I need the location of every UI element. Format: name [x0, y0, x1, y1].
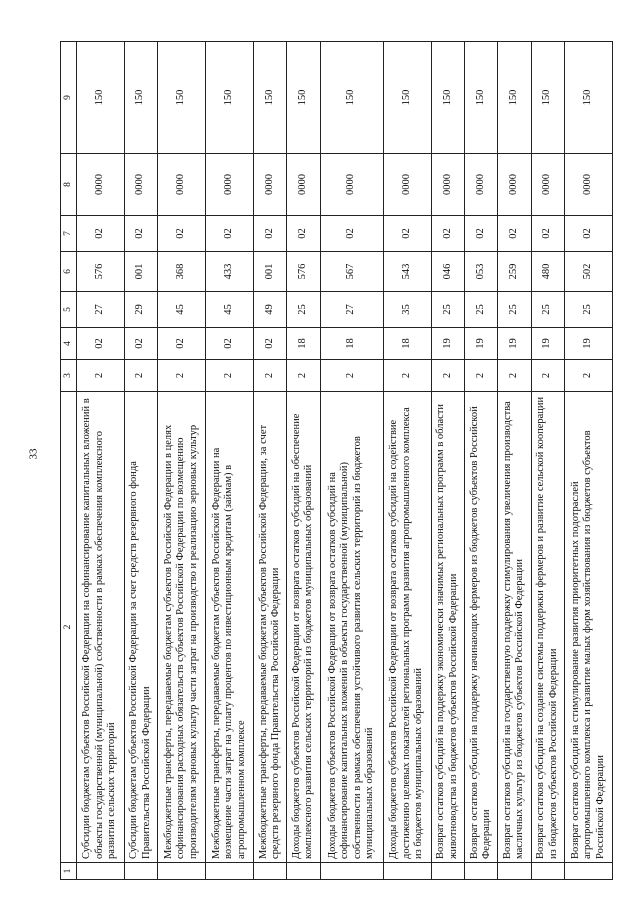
row-code-c3: 2: [76, 360, 124, 392]
row-description: Межбюджетные трансферты, передаваемые бюджетам субъектов Российской Федерации в целях софинансирования расходных обязательств субъектов Российской Федерации по возмещению производителям зерновых культур части затрат на производство и реализацию зерновых культур: [157, 392, 205, 863]
row-code-c8: 0000: [498, 154, 531, 216]
row-description: Межбюджетные трансферты, передаваемые бюджетам субъектов Российской Федерации, за счет средств резервного фонда Правительства Российской Федерации: [254, 392, 287, 863]
row-code-c6: 543: [383, 252, 431, 292]
row-code-c3: 2: [157, 360, 205, 392]
row-code-c3: 2: [287, 360, 320, 392]
row-code-c6: 368: [157, 252, 205, 292]
row-code-c4: 18: [320, 328, 383, 360]
row-code-c4: 02: [205, 328, 253, 360]
rotated-table-wrapper: [60, 42, 613, 880]
row-code-c5: 49: [254, 292, 287, 328]
row-code-c1: [254, 863, 287, 880]
row-code-c3: 2: [205, 360, 253, 392]
row-code-c9: 150: [464, 42, 497, 154]
row-code-c4: 18: [383, 328, 431, 360]
row-code-c3: 2: [531, 360, 564, 392]
row-code-c7: 02: [464, 216, 497, 252]
row-code-c3: 2: [254, 360, 287, 392]
table-row: [320, 42, 383, 880]
row-code-c9: 150: [205, 42, 253, 154]
row-code-c1: [383, 863, 431, 880]
row-code-c9: 150: [531, 42, 564, 154]
row-code-c7: 02: [157, 216, 205, 252]
row-code-c1: [320, 863, 383, 880]
row-description: Возврат остатков субсидий на создание системы поддержки фермеров и развитие сельской кооперации из бюджетов субъектов Российской Федерации: [531, 392, 564, 863]
row-code-c5: 27: [76, 292, 124, 328]
row-code-c7: 02: [564, 216, 612, 252]
row-code-c6: 433: [205, 252, 253, 292]
row-description: Доходы бюджетов субъектов Российской Федерации от возврата остатков субсидий на софинансирование капитальных вложений в объекты государственной (муниципальной) собственности в рамках обеспечения устойчивого развития сельских территорий из бюджетов муниципальных образований: [320, 392, 383, 863]
row-code-c6: 576: [287, 252, 320, 292]
row-code-c8: 0000: [464, 154, 497, 216]
row-code-c3: 2: [124, 360, 157, 392]
row-code-c3: 2: [431, 360, 464, 392]
table-row: [287, 42, 320, 880]
table-row: [76, 42, 124, 880]
row-code-c5: 25: [464, 292, 497, 328]
row-code-c1: [564, 863, 612, 880]
row-code-c7: 02: [76, 216, 124, 252]
row-code-c8: 0000: [124, 154, 157, 216]
row-code-c7: 02: [498, 216, 531, 252]
row-code-c8: 0000: [564, 154, 612, 216]
table-row: [531, 42, 564, 880]
header-row: [61, 42, 77, 880]
row-code-c7: 02: [320, 216, 383, 252]
header-col-1: 1: [61, 863, 77, 880]
row-code-c5: 29: [124, 292, 157, 328]
row-code-c8: 0000: [531, 154, 564, 216]
row-code-c1: [157, 863, 205, 880]
row-code-c6: 046: [431, 252, 464, 292]
row-code-c3: 2: [564, 360, 612, 392]
row-code-c5: 25: [564, 292, 612, 328]
row-code-c7: 02: [124, 216, 157, 252]
header-col-5: 5: [61, 292, 77, 328]
header-col-7: 7: [61, 216, 77, 252]
row-code-c8: 0000: [205, 154, 253, 216]
row-code-c7: 02: [383, 216, 431, 252]
row-code-c1: [464, 863, 497, 880]
table-row: [564, 42, 612, 880]
header-col-2: 2: [61, 392, 77, 863]
row-code-c7: 02: [431, 216, 464, 252]
row-code-c4: 02: [254, 328, 287, 360]
row-code-c6: 001: [124, 252, 157, 292]
row-code-c6: 001: [254, 252, 287, 292]
row-code-c9: 150: [320, 42, 383, 154]
row-code-c6: 567: [320, 252, 383, 292]
row-code-c9: 150: [383, 42, 431, 154]
row-code-c8: 0000: [254, 154, 287, 216]
row-code-c8: 0000: [320, 154, 383, 216]
row-code-c8: 0000: [157, 154, 205, 216]
row-description: Возврат остатков субсидий на государственную поддержку стимулирования увеличения производства масличных культур из бюджетов субъектов Российской Федерации: [498, 392, 531, 863]
page-number: 33: [27, 448, 40, 460]
row-code-c9: 150: [431, 42, 464, 154]
row-code-c3: 2: [498, 360, 531, 392]
table-row: [254, 42, 287, 880]
row-description: Возврат остатков субсидий на поддержку экономически значимых региональных программ в области животноводства из бюджетов субъектов Российской Федерации: [431, 392, 464, 863]
row-description: Субсидии бюджетам субъектов Российской Федерации за счет средств резервного фонда Правительства Российской Федерации: [124, 392, 157, 863]
row-code-c6: 259: [498, 252, 531, 292]
row-code-c9: 150: [564, 42, 612, 154]
row-description: Субсидии бюджетам субъектов Российской Федерации на софинансирование капитальных вложений в объекты государственной (муниципальной) собственности в рамках обеспечения комплексного развития сельских территорий: [76, 392, 124, 863]
row-code-c3: 2: [464, 360, 497, 392]
row-code-c9: 150: [76, 42, 124, 154]
row-code-c1: [531, 863, 564, 880]
row-code-c8: 0000: [287, 154, 320, 216]
row-code-c8: 0000: [383, 154, 431, 216]
table-row: [157, 42, 205, 880]
row-code-c4: 02: [124, 328, 157, 360]
table-row: [431, 42, 464, 880]
row-code-c4: 19: [531, 328, 564, 360]
row-code-c7: 02: [531, 216, 564, 252]
row-code-c4: 19: [498, 328, 531, 360]
header-col-9: 9: [61, 42, 77, 154]
row-code-c1: [498, 863, 531, 880]
row-code-c5: 45: [157, 292, 205, 328]
row-code-c1: [431, 863, 464, 880]
row-code-c8: 0000: [431, 154, 464, 216]
table-row: [464, 42, 497, 880]
row-description: Межбюджетные трансферты, передаваемые бюджетам субъектов Российской Федерации на возмещение части затрат на уплату процентов по инвестиционным кредитам (займам) в агропромышленном комплексе: [205, 392, 253, 863]
row-code-c7: 02: [254, 216, 287, 252]
row-code-c9: 150: [287, 42, 320, 154]
header-col-6: 6: [61, 252, 77, 292]
row-code-c7: 02: [205, 216, 253, 252]
row-code-c4: 19: [431, 328, 464, 360]
table-row: [124, 42, 157, 880]
row-code-c7: 02: [287, 216, 320, 252]
budget-codes-table: [60, 41, 613, 880]
row-code-c6: 576: [76, 252, 124, 292]
row-code-c5: 27: [320, 292, 383, 328]
row-code-c5: 25: [287, 292, 320, 328]
row-code-c6: 502: [564, 252, 612, 292]
row-code-c3: 2: [320, 360, 383, 392]
row-code-c1: [205, 863, 253, 880]
row-code-c9: 150: [254, 42, 287, 154]
table-row: [498, 42, 531, 880]
row-description: Доходы бюджетов субъектов Российской Федерации от возврата остатков субсидий на обеспечение комплексного развития сельских территорий из бюджетов муниципальных образований: [287, 392, 320, 863]
row-code-c3: 2: [383, 360, 431, 392]
table-row: [383, 42, 431, 880]
row-code-c5: 45: [205, 292, 253, 328]
table-row: [205, 42, 253, 880]
row-description: Доходы бюджетов субъектов Российской Федерации от возврата остатков субсидий на содействие достижению целевых показателей региональных программ развития агропромышленного комплекса из бюджетов муниципальных образований: [383, 392, 431, 863]
row-code-c4: 19: [564, 328, 612, 360]
row-description: Возврат остатков субсидий на стимулирование развития приоритетных подотраслей агропромышленного комплекса и развитие малых форм хозяйствования из бюджетов субъектов Российской Федерации: [564, 392, 612, 863]
row-code-c5: 35: [383, 292, 431, 328]
row-code-c4: 02: [76, 328, 124, 360]
row-code-c5: 25: [531, 292, 564, 328]
row-code-c1: [287, 863, 320, 880]
row-description: Возврат остатков субсидий на поддержку начинающих фермеров из бюджетов субъектов Российской Федерации: [464, 392, 497, 863]
row-code-c5: 25: [431, 292, 464, 328]
header-col-8: 8: [61, 154, 77, 216]
row-code-c6: 480: [531, 252, 564, 292]
header-col-3: 3: [61, 360, 77, 392]
row-code-c1: [76, 863, 124, 880]
row-code-c4: 02: [157, 328, 205, 360]
row-code-c9: 150: [498, 42, 531, 154]
row-code-c1: [124, 863, 157, 880]
row-code-c8: 0000: [76, 154, 124, 216]
row-code-c9: 150: [124, 42, 157, 154]
row-code-c9: 150: [157, 42, 205, 154]
header-col-4: 4: [61, 328, 77, 360]
row-code-c5: 25: [498, 292, 531, 328]
row-code-c4: 19: [464, 328, 497, 360]
row-code-c6: 053: [464, 252, 497, 292]
row-code-c4: 18: [287, 328, 320, 360]
